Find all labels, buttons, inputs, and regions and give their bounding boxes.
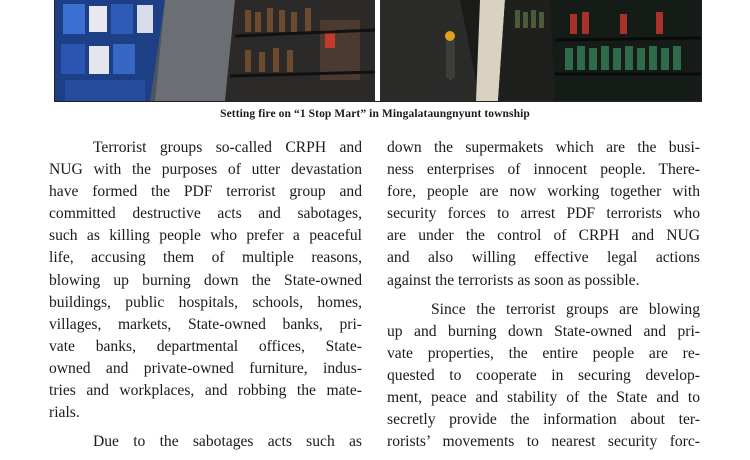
text-line: buildings, public hospitals, schools, homes,: [49, 293, 362, 311]
text-line: vate properties, the entire people are re-: [387, 344, 700, 362]
photo-shelves-illustration: [55, 0, 375, 101]
text-line: and also willing effective legal actions: [387, 249, 700, 267]
text-line: ness enterprises of innocent people. There-: [387, 161, 700, 179]
supermarket-shelves-photo: [55, 0, 375, 101]
text-line: against the terrorists as soon as possible.: [387, 271, 640, 289]
text-line: ment, peace and stability of the State and to: [387, 389, 700, 407]
text-line: owned and private-owned furniture, indus-: [49, 359, 362, 377]
article-column-left: [49, 137, 362, 453]
article-column-right: [387, 137, 700, 453]
text-line: vate banks, departmental offices, State-: [49, 337, 362, 355]
text-line: security forces to arrest PDF terrorists who: [387, 205, 700, 223]
news-photo-strip: [54, 0, 702, 102]
text-line: have formed the PDF terrorist group and: [49, 183, 362, 201]
text-line: life, accusing them of multiple reasons,: [49, 249, 362, 267]
text-line: rorists’ movements to nearest security forc-: [387, 433, 700, 451]
text-line: villages, markets, State-owned banks, pri-: [49, 315, 362, 333]
text-line: fore, people are now working together with: [387, 183, 700, 201]
text-line: such as killing people who prefer a peaceful: [49, 227, 362, 245]
text-line: Since the terrorist groups are blowing: [431, 300, 700, 318]
text-line: tries and workplaces, and robbing the mate-: [49, 382, 362, 400]
photo-caption: Setting fire on “1 Stop Mart” in Mingalataungnyunt township: [220, 108, 530, 120]
paragraph-gap: [387, 292, 700, 299]
text-line: secretly provide the information about ter-: [387, 411, 700, 429]
text-line: Due to the sabotages acts such as: [93, 433, 362, 451]
text-line: committed destructive acts and sabotages,: [49, 205, 362, 223]
text-line: blowing up burning down the State-owned: [49, 271, 362, 289]
burned-store-aisle-photo: [380, 0, 701, 101]
paragraph-gap: [49, 424, 362, 431]
text-line: up and burning down State-owned and pri-: [387, 322, 700, 340]
text-line: NUG with the purposes of utter devastation: [49, 161, 362, 179]
photo-aisle-illustration: [380, 0, 701, 101]
text-line: rials.: [49, 404, 80, 422]
text-line: Terrorist groups so-called CRPH and: [93, 139, 362, 156]
text-line: quested to cooperate in securing develop-: [387, 366, 700, 384]
text-line: are under the control of CRPH and NUG: [387, 227, 700, 245]
text-line: down the supermakets which are the busi-: [387, 139, 700, 156]
